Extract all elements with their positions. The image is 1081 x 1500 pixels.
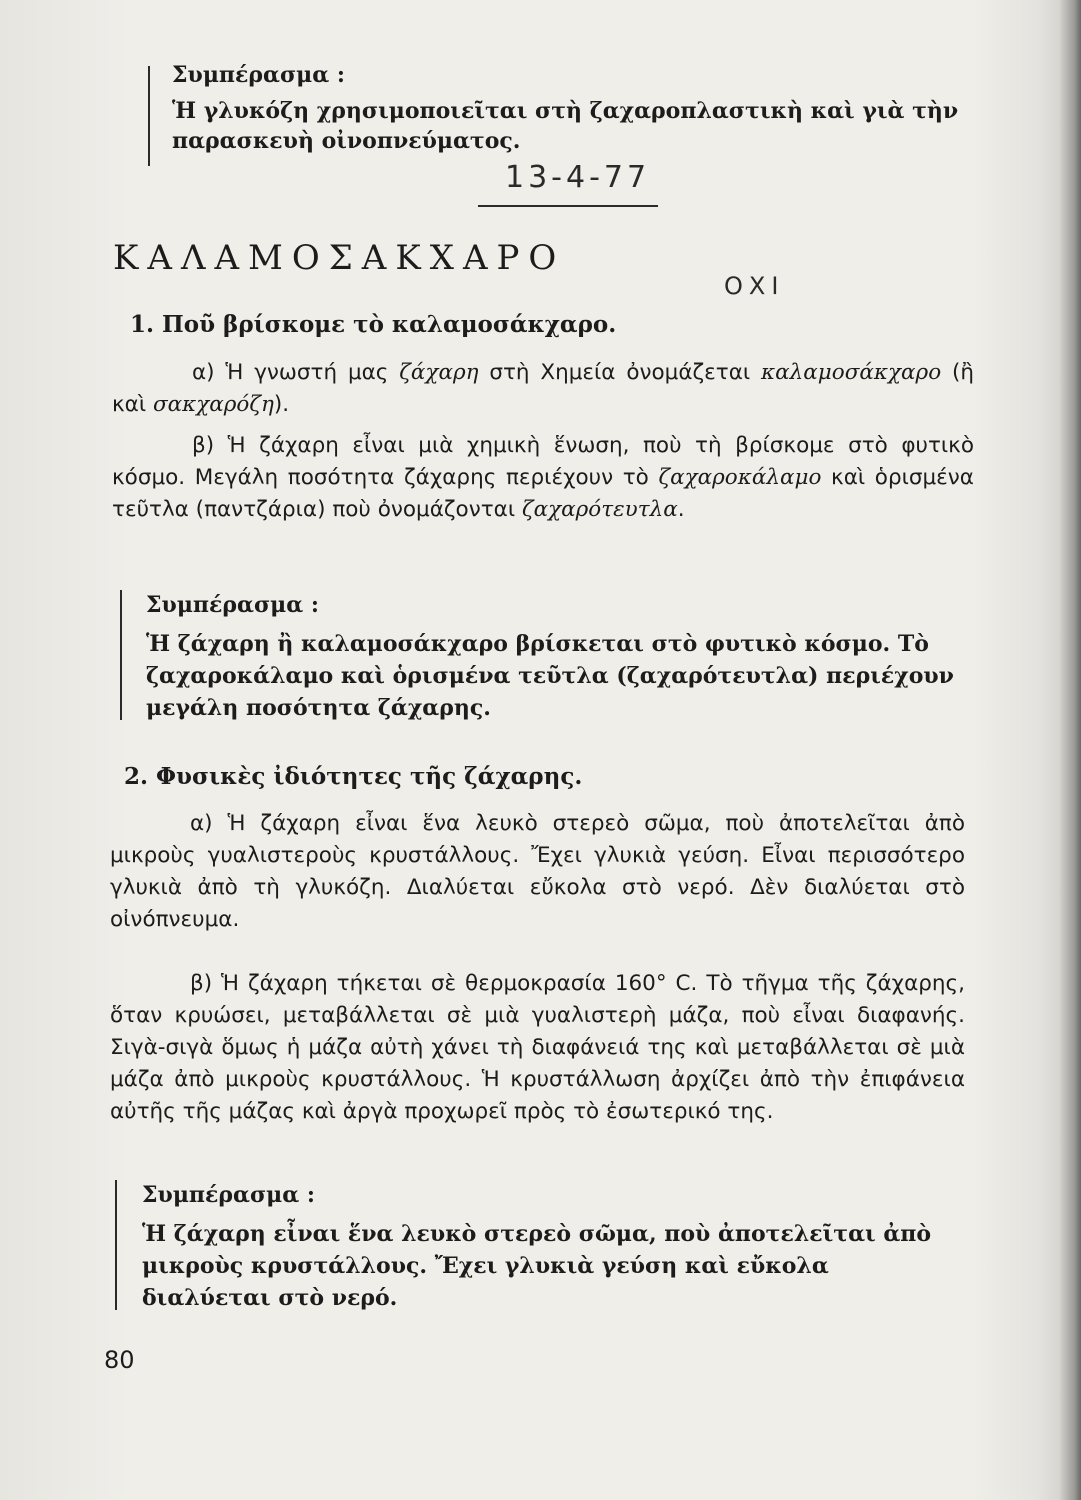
- s1b-italic-zacharoteutla: ζαχαρότευτλα: [521, 497, 678, 522]
- s1a-text-2: στὴ Χημεία ὀνομάζεται: [478, 360, 762, 385]
- conclusion-3-title: Συμπέρασμα :: [142, 1182, 315, 1208]
- conclusion-3-text: Ἡ ζάχαρη εἶναι ἕνα λευκὸ στερεὸ σῶμα, ποὺ ἀποτελεῖται ἀπὸ μικροὺς κρυστάλλους. Ἔχει γλυκιὰ γεύση καὶ εὔκολα διαλύεται στὸ νερό.: [142, 1221, 932, 1311]
- handwritten-date: 13-4-77: [505, 160, 651, 195]
- page-spine-shadow: [1059, 0, 1081, 1500]
- conclusion-1-rule: [148, 66, 150, 166]
- page-number: 80: [104, 1346, 135, 1374]
- s1a-text-4: ).: [273, 392, 290, 417]
- conclusion-2: [146, 590, 972, 724]
- s1a-italic-kalamosakcharo: καλαμοσάκχαρο: [761, 360, 942, 385]
- chapter-heading: ΚΑΛΑΜΟΣΑΚΧΑΡΟ: [113, 238, 566, 278]
- s1a-text-3: (ἢ καὶ: [112, 360, 974, 417]
- section-1-paragraph-b: [112, 430, 974, 526]
- s1a-text-1: α) Ἡ γνωστή μας: [192, 360, 400, 385]
- s1b-text-3: .: [677, 497, 685, 522]
- conclusion-1-title: Συμπέρασμα :: [172, 62, 345, 88]
- conclusion-3: [142, 1180, 954, 1314]
- section-1-paragraph-a: [112, 357, 974, 421]
- s1a-italic-sakcharozi: σακχαρόζη: [152, 392, 274, 417]
- s1b-italic-zacharokalamo: ζαχαροκάλαμο: [658, 465, 822, 490]
- conclusion-3-rule: [115, 1180, 117, 1310]
- conclusion-1: [172, 60, 972, 156]
- section-1-title: 1. Ποῦ βρίσκομε τὸ καλαμοσάκχαρο.: [130, 311, 617, 338]
- conclusion-2-rule: [120, 590, 122, 720]
- section-2-paragraph-a: [110, 808, 965, 936]
- s2a-text: α) Ἡ ζάχαρη εἶναι ἕνα λευκὸ στερεὸ σῶμα, ποὺ ἀποτελεῖται ἀπὸ μικροὺς γυαλιστεροὺς κρυστάλλους. Ἔχει γλυκιὰ γεύση. Εἶναι περισσότερο γλυκιὰ ἀπὸ τὴ γλυκόζη. Διαλύεται εὔκολα στὸ νερό. Δὲν διαλύεται στὸ οἰνόπνευμα.: [110, 811, 965, 932]
- conclusion-2-title: Συμπέρασμα :: [146, 592, 319, 618]
- handwritten-note: ΟΧΙ: [724, 272, 785, 300]
- s1b-text-2: καὶ ὁρισμένα τεῦτλα (παντζάρια) ποὺ ὀνομάζονται: [112, 465, 974, 522]
- handwritten-date-underline: [478, 205, 658, 207]
- conclusion-2-text: Ἡ ζάχαρη ἢ καλαμοσάκχαρο βρίσκεται στὸ φυτικὸ κόσμο. Τὸ ζαχαροκάλαμο καὶ ὁρισμένα τεῦτλα (ζαχαρότευτλα) περιέχουν μεγάλη ποσότητα ζάχαρης.: [146, 631, 954, 721]
- s1b-text-1: β) Ἡ ζάχαρη εἶναι μιὰ χημικὴ ἕνωση, ποὺ τὴ βρίσκομε στὸ φυτικὸ κόσμο. Μεγάλη ποσότητα ζάχαρης περιέχουν τὸ: [112, 433, 974, 490]
- section-2-title: 2. Φυσικὲς ἰδιότητες τῆς ζάχαρης.: [124, 763, 583, 790]
- s2b-text: β) Ἡ ζάχαρη τήκεται σὲ θερμοκρασία 160° C. Τὸ τῆγμα τῆς ζάχαρης, ὅταν κρυώσει, μεταβάλλεται σὲ μιὰ γυαλιστερὴ μάζα, ποὺ εἶναι διαφανής. Σιγὰ-σιγὰ ὅμως ἡ μάζα αὐτὴ χάνει τὴ διαφάνειά της καὶ μεταβάλλεται σὲ μιὰ μάζα ἀπὸ μικροὺς κρυστάλλους. Ἡ κρυστάλλωση ἀρχίζει ἀπὸ τὴν ἐπιφάνεια αὐτῆς τῆς μάζας καὶ ἀργὰ προχωρεῖ πρὸς τὸ ἐσωτερικό της.: [110, 971, 965, 1124]
- section-2-paragraph-b: [110, 968, 965, 1128]
- conclusion-1-text: Ἡ γλυκόζη χρησιμοποιεῖται στὴ ζαχαροπλαστικὴ καὶ γιὰ τὴν παρασκευὴ οἰνοπνεύματος.: [172, 98, 959, 154]
- s1a-italic-zachari: ζάχαρη: [399, 360, 479, 385]
